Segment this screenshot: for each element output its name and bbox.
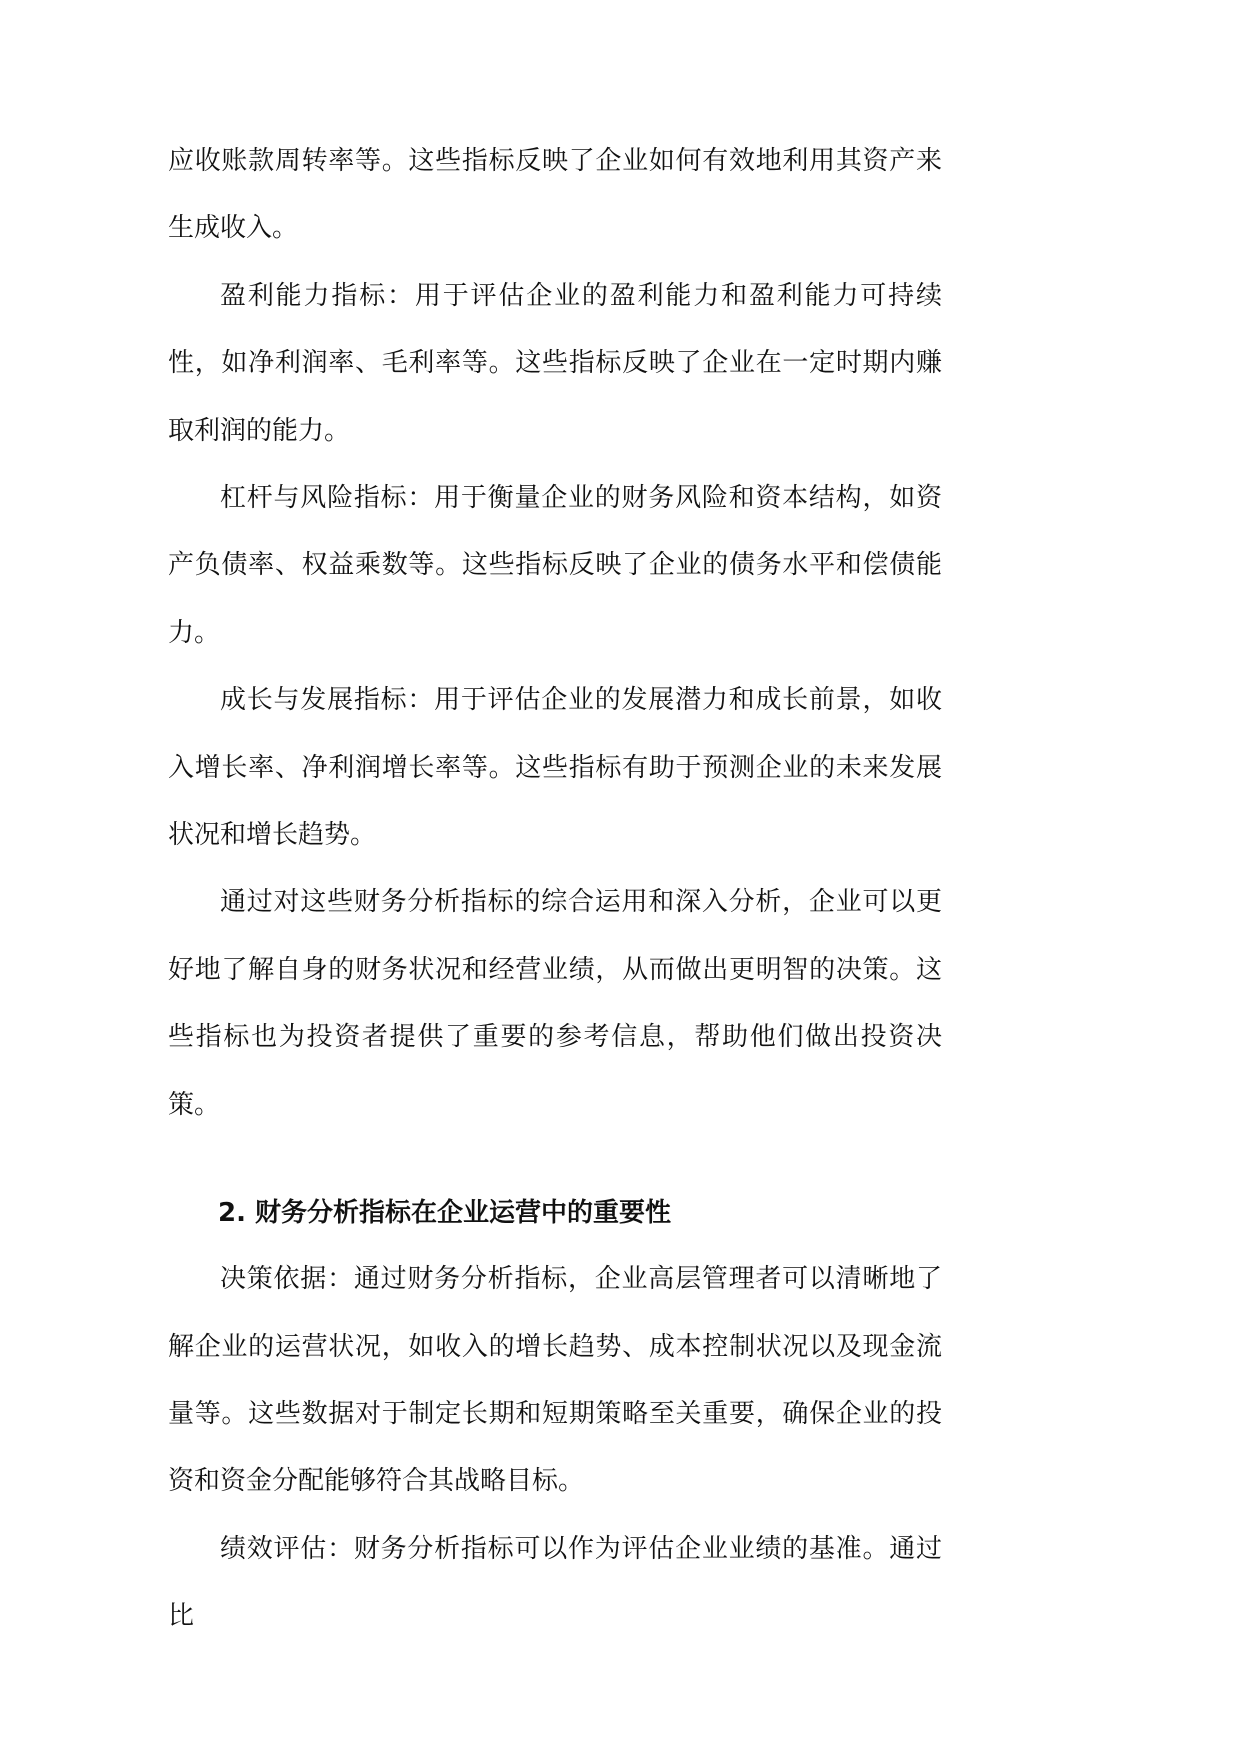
paragraph-growth-indicators: 成长与发展指标：用于评估企业的发展潜力和成长前景，如收入增长率、净利润增长率等。这些指标有助于预测企业的未来发展状况和增长趋势。 xyxy=(168,685,942,851)
document-body xyxy=(168,128,942,1651)
spacer xyxy=(168,1139,942,1197)
paragraph-summary: 通过对这些财务分析指标的综合运用和深入分析，企业可以更好地了解自身的财务状况和经营业绩，从而做出更明智的决策。这些指标也为投资者提供了重要的参考信息，帮助他们做出投资决策。 xyxy=(168,887,942,1120)
paragraph-performance-evaluation: 绩效评估：财务分析指标可以作为评估企业业绩的基准。通过比 xyxy=(168,1533,942,1632)
paragraph-profitability-indicators: 盈利能力指标：用于评估企业的盈利能力和盈利能力可持续性，如净利润率、毛利率等。这些指标反映了企业在一定时期内赚取利润的能力。 xyxy=(168,280,942,446)
paragraph-leverage-risk-indicators: 杠杆与风险指标：用于衡量企业的财务风险和资本结构，如资产负债率、权益乘数等。这些指标反映了企业的债务水平和偿债能力。 xyxy=(168,483,942,648)
paragraph-decision-basis: 决策依据：通过财务分析指标，企业高层管理者可以清晰地了解企业的运营状况，如收入的增长趋势、成本控制状况以及现金流量等。这些数据对于制定长期和短期策略至关重要，确保企业的投资和资金分配能够符合其战略目标。 xyxy=(168,1264,942,1497)
paragraph-continued-asset-efficiency: 应收账款周转率等。这些指标反映了企业如何有效地利用其资产来生成收入。 xyxy=(168,146,942,244)
spacer xyxy=(168,1229,942,1246)
section-heading: 2. 财务分析指标在企业运营中的重要性 xyxy=(218,1198,672,1229)
